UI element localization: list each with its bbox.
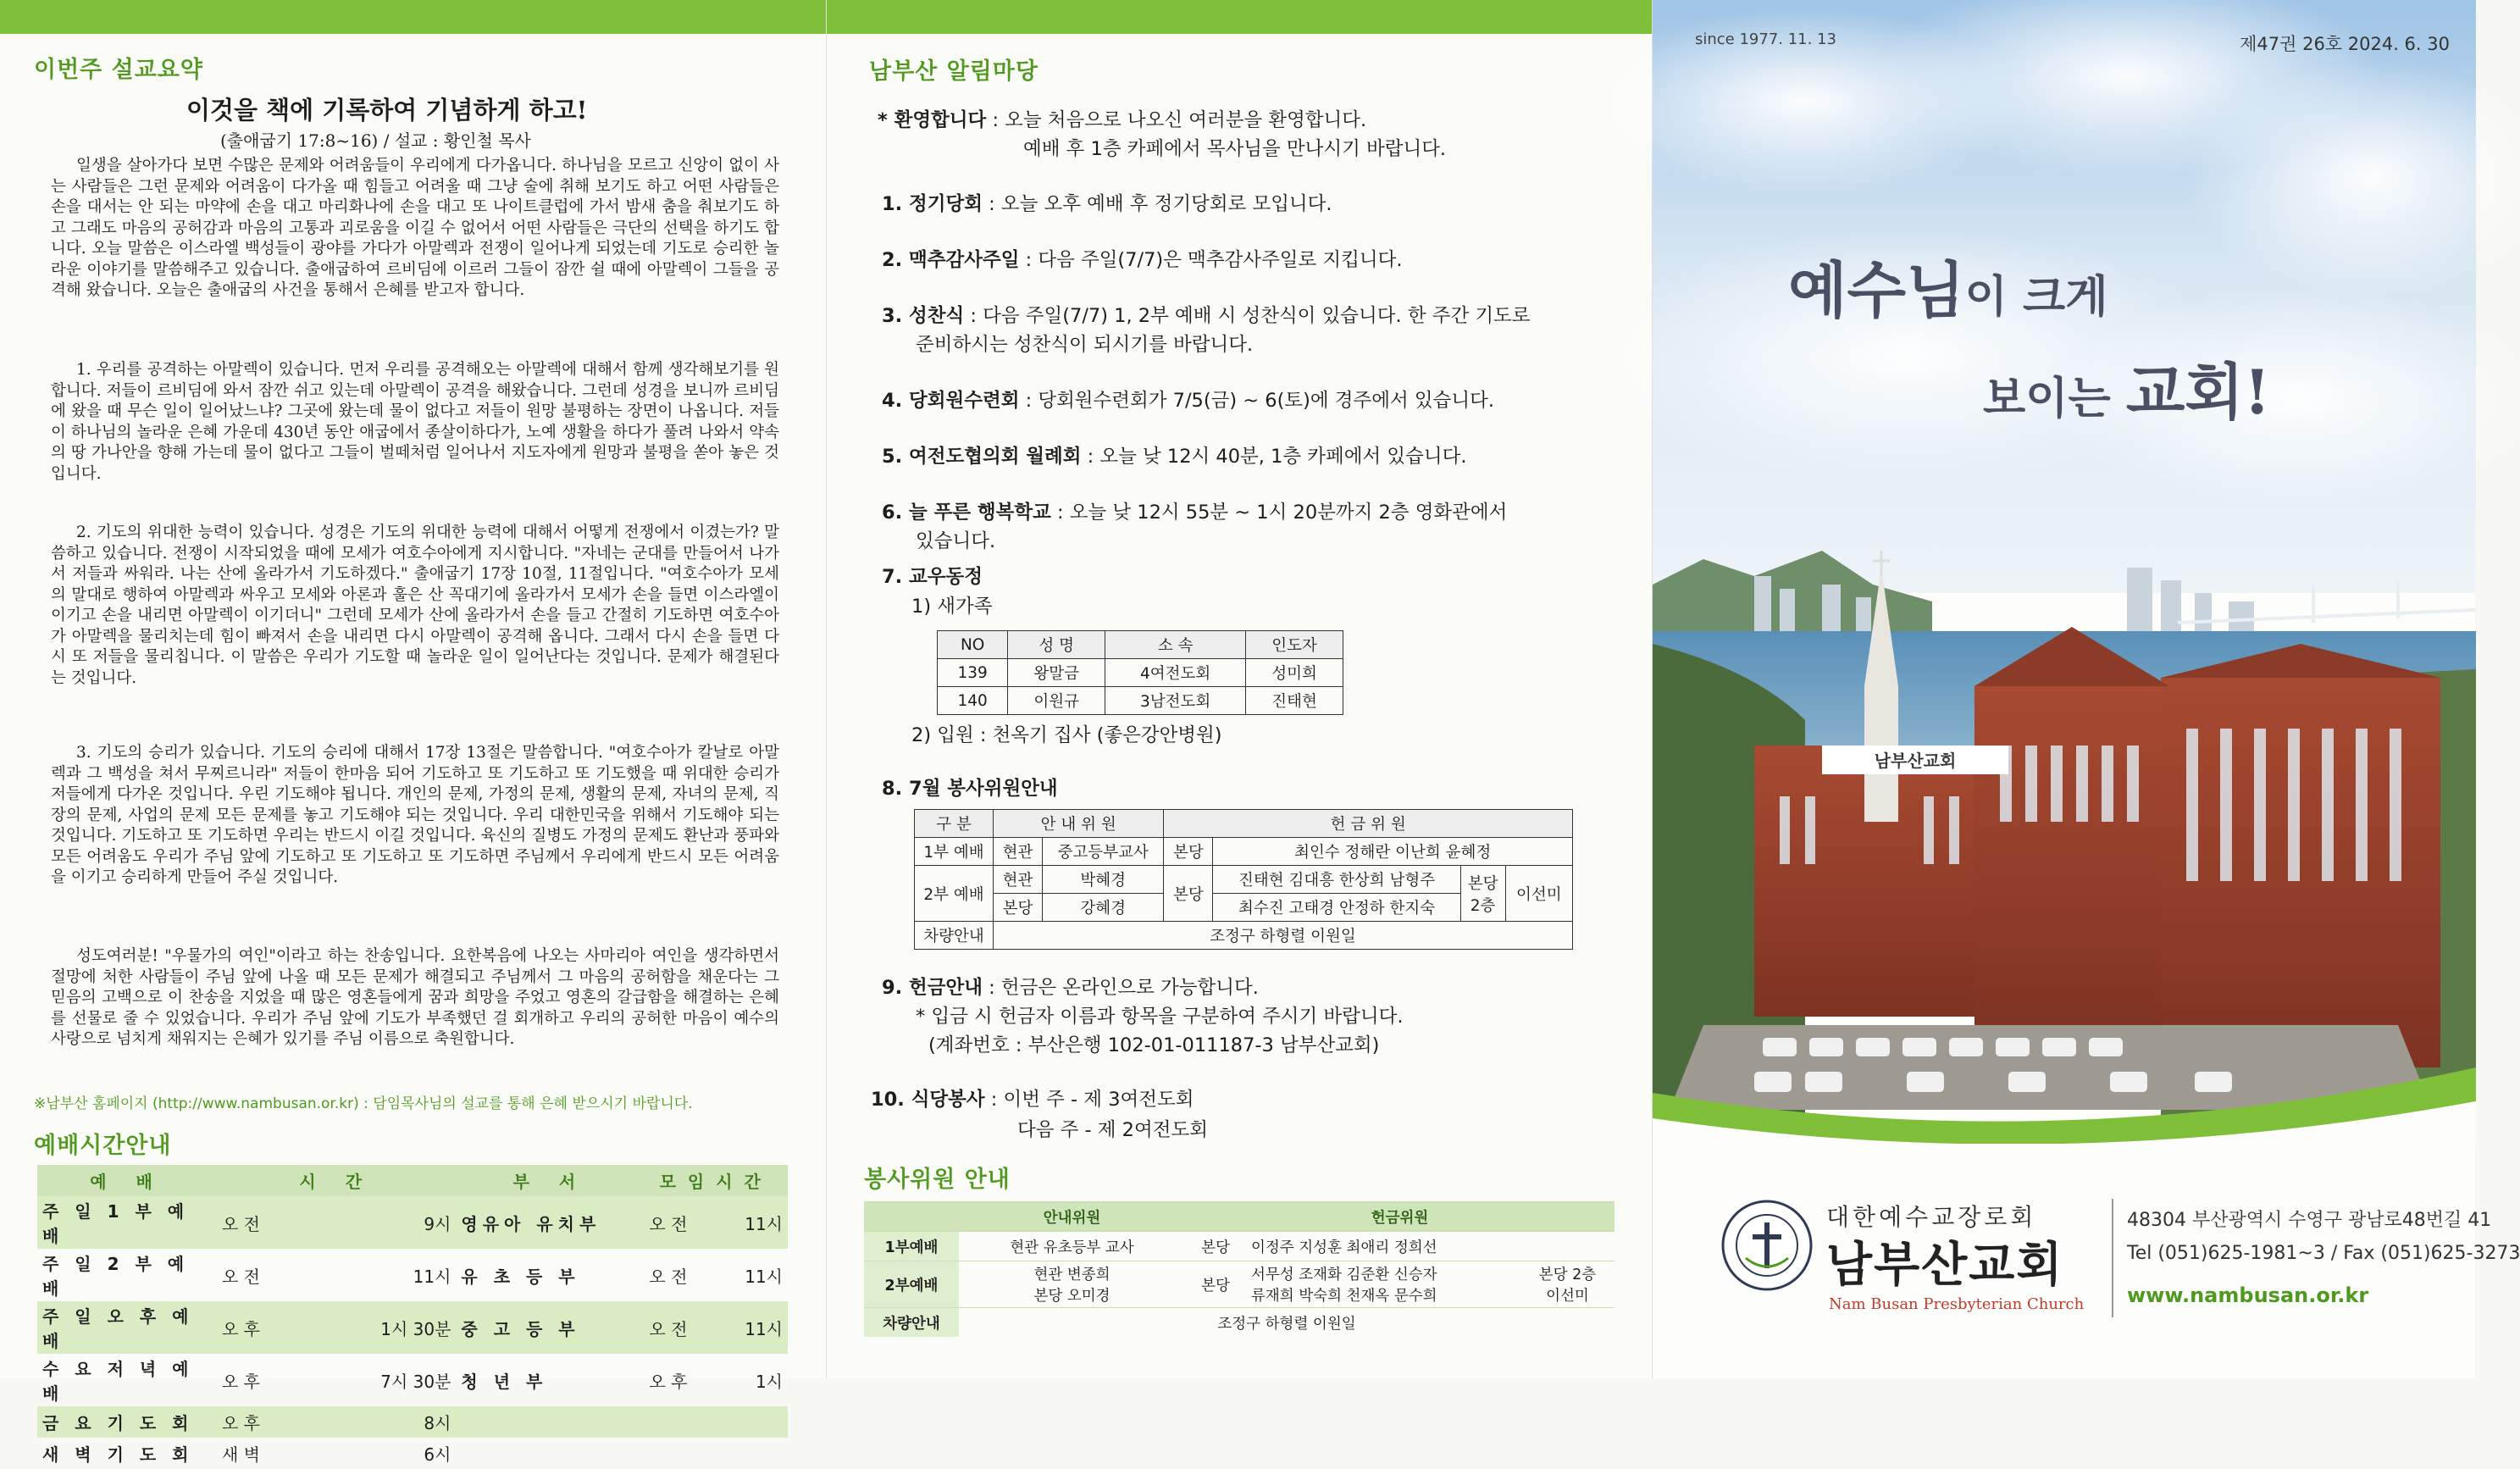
newcomer-cell: 4여전도회 bbox=[1105, 659, 1246, 687]
worship-cell-5 bbox=[716, 1438, 788, 1469]
worship-header-service: 예 배 bbox=[37, 1165, 217, 1196]
worship-cell-5: 11시 bbox=[716, 1196, 788, 1249]
welcome-text: : 오늘 처음으로 나오신 여러분을 환영합니다. bbox=[992, 109, 1367, 131]
footer-divider bbox=[2112, 1199, 2113, 1317]
july-r1-d: 최인수 정해란 이난희 윤혜정 bbox=[1213, 838, 1573, 866]
meal-label: 10. 식당봉사 bbox=[871, 1089, 985, 1111]
offering-text: : 헌금은 온라인으로 가능합니다. bbox=[989, 977, 1259, 999]
worship-cell-2: 7시 30분 bbox=[380, 1371, 451, 1392]
worship-cell-3: 영유아 유치부 bbox=[456, 1196, 644, 1249]
july-r1-a: 현관 bbox=[994, 838, 1043, 866]
july-r2-b1: 박혜경 bbox=[1043, 866, 1164, 894]
sermon-paragraph-1: 1. 우리를 공격하는 아말렉이 있습니다. 먼저 우리를 공격해오는 아말렉에 대해서 함께 생각해보기를 원합니다. 저들이 르비딤에 와서 잠깐 쉬고 있는데 아말렉이 공격을 해왔습니다. 그런데 성경을 보니까 르비딤에 왔을 때 무슨 일이 일어났느냐? 그곳에 왔는데 물이 없다고 저들이 원망 불평하는 장면이 나옵니다. 저들이 하나님의 놀라운 은혜 가운데 430년 동안 애굽에서 종살이하다가, 노예 생활을 하다가 풀려 나와서 약속의 땅 가나안을 향해 가는데 물이 없다고 그들이 벌떼처럼 일어나서 지도자에게 원망과 불평을 쏟아 놓은 것입니다. bbox=[51, 361, 779, 483]
worship-cell-0: 주 일 2 부 예 배 bbox=[42, 1254, 190, 1299]
newcomer-cell: 139 bbox=[938, 659, 1008, 687]
july-r2-a1: 현관 bbox=[994, 866, 1043, 894]
worship-cell-5: 11시 bbox=[716, 1301, 788, 1354]
church-seal-icon bbox=[1720, 1199, 1814, 1292]
july-r1-b: 중고등부교사 bbox=[1043, 838, 1164, 866]
worship-header-time: 시 간 bbox=[217, 1165, 456, 1196]
sermon-paragraph-2: 2. 기도의 위대한 능력이 있습니다. 성경은 기도의 위대한 능력에 대해서 어떻게 전쟁에서 이겼는가? 말씀하고 있습니다. 전쟁이 시작되었을 때에 모세가 여호수아에게 지시합니다. "자네는 군대를 만들어서 나가서 저들과 싸워라. 나는 산에 올라가서 기도하겠다." 출애굽기 17장 10절, 11절입니다. "여호수아가 모세의 말대로 행하여 아말렉과 싸우고 모세와 아론과 훌은 산 꼭대기에 올라가서 모세가 손을 들면 이스라엘이 이기고 손을 내리면 아말렉이 이기더니" 그런데 모세가 산에 올라가서 손을 들고 간절히 기도하면 여호수아가 아말렉을 물리치는데 힘이 빠져서 손을 내리면 다시 아말렉이 공격해 옵니다. 그래서 다시 손을 들면 다시 또 저들을 물리칩니다. 이 말씀은 우리가 기도할 때 놀라운 일이 일어난다는 것입니다. 문제가 해결된다는 것입니다. bbox=[51, 524, 779, 687]
announcement-panel bbox=[826, 0, 1652, 1378]
svc-r2-guide-2: 본당 오미경 bbox=[1033, 1288, 1110, 1305]
svc-r3-label: 차량안내 bbox=[864, 1308, 959, 1338]
svc-r3-val: 조정구 하형렬 이원일 bbox=[959, 1308, 1614, 1338]
worship-cell-4: 오 전 bbox=[649, 1266, 688, 1287]
worship-cell-0: 주 일 1 부 예 배 bbox=[37, 1196, 217, 1249]
homepage-note: ※남부산 홈페이지 (http://www.nambusan.or.kr) : 담임목사님의 설교를 통해 은혜 받으시기 바랍니다. bbox=[34, 1095, 693, 1112]
july-volunteers-table bbox=[914, 809, 1573, 950]
notice-text: : 오늘 낮 12시 40분, 1층 카페에서 있습니다. bbox=[1087, 446, 1467, 468]
slogan-jesus: 예수님 bbox=[1788, 254, 1965, 326]
svc-r2-guide-1: 현관 변종희 bbox=[1033, 1267, 1110, 1283]
svc-r1-guide: 현관 유초등부 교사 bbox=[959, 1232, 1185, 1261]
welcome-text-2: 예배 후 1층 카페에서 목사님을 만나시기 바랍니다. bbox=[1023, 138, 1447, 160]
sermon-paragraph-intro: 일생을 살아가다 보면 수많은 문제와 어려움들이 우리에게 다가옵니다. 하나님을 모르고 신앙이 없이 사는 사람들은 그런 문제와 어려움이 다가올 때 힘들고 어려울 때 그냥 술에 취해 보기도 하고 어떤 사람들은 손을 대서는 안 되는 마약에 손을 대고 마리화나에 손을 대고 또 나이트클럽에 가서 밤새 춤을 춰보기도 하고 그래도 마음의 공허감과 마음의 고통과 괴로움을 이길 수 없어서 어떤 사람들은 극단의 선택을 하기도 합니다. 오늘 말씀은 이스라엘 백성들이 광야를 가다가 아말렉과 전쟁이 일어나게 되었는데 기도로 승리한 놀라운 이야기를 말씀해주고 있습니다. 출애굽하여 르비딤에 이르러 그들이 잠깐 쉴 때에 아말렉이 그들을 공격해 왔습니다. 오늘은 출애굽의 사건을 통해서 은혜를 받고자 합니다. bbox=[51, 157, 779, 299]
notice-text: : 다음 주일(7/7) 1, 2부 예배 시 성찬식이 있습니다. 한 주간 기도로 bbox=[970, 305, 1531, 327]
worship-cell-2: 1시 30분 bbox=[307, 1301, 457, 1354]
worship-schedule-table bbox=[37, 1165, 788, 1469]
notice-item bbox=[882, 247, 1402, 274]
notice-text: 있습니다. bbox=[916, 530, 996, 552]
slogan-church: 교회! bbox=[2125, 356, 2271, 428]
notice-label: 5. 여전도협의회 월례회 bbox=[882, 446, 1082, 468]
worship-cell-4: 오 전 bbox=[644, 1196, 716, 1249]
worship-cell-3: 중 고 등 부 bbox=[456, 1301, 644, 1354]
issue-number: 제47권 26호 2024. 6. 30 bbox=[2240, 34, 2450, 54]
newcomer-row bbox=[938, 659, 1343, 687]
july-r3-val: 조정구 하형렬 이원일 bbox=[994, 922, 1573, 950]
worship-row bbox=[37, 1438, 788, 1469]
church-photo bbox=[1653, 551, 2476, 1144]
newcomer-cell: 이원규 bbox=[1008, 687, 1105, 715]
church-phone: Tel (051)625-1981~3 / Fax (051)625-3273 bbox=[2127, 1243, 2520, 1264]
newcomer-header: 성 명 bbox=[1008, 631, 1105, 659]
worship-header-meeting: 모임시간 bbox=[644, 1165, 788, 1196]
july-r2-f: 이선미 bbox=[1505, 866, 1572, 922]
svc-r2-extra-1: 본당 2층 bbox=[1538, 1267, 1597, 1283]
welcome-label: * 환영합니다 bbox=[878, 109, 987, 131]
notice-text: : 오늘 낮 12시 55분 ~ 1시 20분까지 2층 영화관에서 bbox=[1057, 502, 1508, 524]
staff-news-title: 7. 교우동정 bbox=[882, 566, 983, 588]
worship-cell-3 bbox=[456, 1438, 644, 1469]
july-h-offer: 헌 금 위 원 bbox=[1164, 810, 1573, 838]
service-section-title: 봉사위원 안내 bbox=[864, 1167, 1011, 1193]
notice-item bbox=[882, 302, 1531, 330]
worship-cell-1: 새 벽 bbox=[222, 1444, 260, 1465]
top-green-bar bbox=[0, 0, 826, 34]
notice-item bbox=[882, 443, 1466, 471]
cover-panel bbox=[1652, 0, 2520, 1378]
worship-cell-4: 오 후 bbox=[649, 1371, 688, 1392]
july-r2-c: 본당 bbox=[1164, 866, 1213, 922]
notice-item bbox=[916, 331, 1253, 359]
july-r2-e: 본당 2층 bbox=[1460, 866, 1505, 922]
notice-label: 1. 정기당회 bbox=[882, 193, 983, 215]
newcomer-label: 1) 새가족 bbox=[911, 596, 993, 618]
newcomer-cell: 성미희 bbox=[1246, 659, 1343, 687]
svc-r2-offer-1: 서무성 조재화 김준환 신승자 bbox=[1251, 1267, 1437, 1283]
svc-r2-guide bbox=[959, 1261, 1185, 1308]
sermon-paragraph-closing: 성도여러분! "우물가의 여인"이라고 하는 찬송입니다. 요한복음에 나오는 사마리아 여인을 생각하면서 절망에 처한 사람들이 주님 앞에 나올 때 모든 문제가 해결되고 주님께서 그 마음의 공허함을 채운다는 그 믿음의 고백으로 이 찬송을 지었을 때 많은 영혼들에게 꿈과 희망을 주었고 영혼의 갈급함을 해결하는 은혜를 선물로 줄 수 있었습니다. 우리가 주님 앞에 기도가 부족했던 걸 회개하고 우리의 공허한 마음이 예수의 사랑으로 넘치게 채워지는 은혜가 있기를 주님 이름으로 축원합니다. bbox=[51, 947, 779, 1048]
newcomer-row bbox=[938, 687, 1343, 715]
worship-row bbox=[37, 1249, 788, 1301]
worship-row bbox=[37, 1301, 788, 1354]
july-r2-b2: 강혜경 bbox=[1043, 894, 1164, 922]
sermon-paragraph-3: 3. 기도의 승리가 있습니다. 기도의 승리에 대해서 17장 13절은 말씀합니다. "여호수아가 칼날로 아말렉과 그 백성을 쳐서 무찌르니라" 저들이 한마음 되어 기도하고 또 기도하고 또 기도했을 때 위대한 승리가 저들에게 다가온 것입니다. 우린 기도해야 됩니다. 개인의 문제, 가정의 문제, 생활의 문제, 자녀의 문제, 직장의 문제, 사업의 문제 모든 문제를 놓고 기도해야 되는 것입니다. 우리 대한민국을 위해서 기도해야 되는 것입니다. 기도하고 또 기도하면 우리는 반드시 이길 것입니다. 육신의 질병도 가정의 문제도 환난과 풍파와 모든 어려움도 우리가 주님 앞에 기도하고 또 기도하고 또 기도하면 주님께서 우리에게 반드시 모든 어려움을 이기고 승리하게 만들어 주실 것입니다. bbox=[51, 744, 779, 886]
worship-cell-2: 9시 bbox=[307, 1196, 457, 1249]
sermon-subtitle: (출애굽기 17:8~16) / 설교 : 황인철 목사 bbox=[220, 130, 531, 151]
svc-r1-offer: 이정주 지성훈 최애리 정희선 bbox=[1246, 1232, 1614, 1261]
top-green-bar bbox=[827, 0, 1652, 34]
church-english-name: Nam Busan Presbyterian Church bbox=[1829, 1295, 2085, 1313]
july-r1-c: 본당 bbox=[1164, 838, 1213, 866]
worship-cell-1: 오 전 bbox=[222, 1266, 260, 1287]
service-volunteers-table bbox=[864, 1201, 1614, 1337]
notice-label: 3. 성찬식 bbox=[882, 305, 965, 327]
newcomer-header: 소 속 bbox=[1105, 631, 1246, 659]
july-r2-d1: 진태현 김대흥 한상희 남형주 bbox=[1213, 866, 1460, 894]
svc-r2-offer-2: 류재희 박숙희 천재옥 문수희 bbox=[1251, 1288, 1437, 1305]
worship-cell-4 bbox=[644, 1406, 716, 1438]
july-r2-a2: 본당 bbox=[994, 894, 1043, 922]
july-r3-label: 차량안내 bbox=[915, 922, 994, 950]
sermon-panel bbox=[0, 0, 826, 1465]
july-r1-label: 1부 예배 bbox=[915, 838, 994, 866]
notice-item bbox=[916, 528, 995, 556]
worship-cell-1: 오 후 bbox=[217, 1301, 307, 1354]
welcome-line bbox=[878, 107, 1366, 135]
july-volunteers-title: 8. 7월 봉사위원안내 bbox=[882, 778, 1058, 800]
newcomer-header: NO bbox=[938, 631, 1008, 659]
svc-r2-offer bbox=[1246, 1261, 1520, 1308]
worship-cell-5 bbox=[716, 1406, 788, 1438]
newcomer-table bbox=[937, 630, 1343, 715]
svc-r2-extra bbox=[1520, 1261, 1614, 1308]
svc-r2-extra-2: 이선미 bbox=[1546, 1288, 1589, 1305]
worship-cell-3: 청 년 부 bbox=[461, 1371, 548, 1392]
july-r2-d2: 최수진 고태경 안정하 한지숙 bbox=[1213, 894, 1460, 922]
notice-text: 준비하시는 성찬식이 되시기를 바랍니다. bbox=[916, 334, 1254, 356]
notice-item bbox=[882, 499, 1507, 527]
offering-sub-2: (계좌번호 : 부산은행 102-01-011187-3 남부산교회) bbox=[928, 1034, 1380, 1056]
slogan-line-2 bbox=[1983, 343, 2271, 431]
worship-cell-5: 11시 bbox=[745, 1266, 783, 1287]
worship-cell-0: 금 요 기 도 회 bbox=[37, 1406, 217, 1438]
church-name: 남부산교회 bbox=[1826, 1238, 2064, 1293]
worship-cell-2: 8시 bbox=[307, 1406, 457, 1438]
notice-item bbox=[882, 191, 1332, 219]
worship-cell-5: 1시 bbox=[755, 1371, 783, 1392]
building-sign: 남부산교회 bbox=[1874, 751, 1957, 771]
worship-cell-2: 6시 bbox=[424, 1444, 451, 1465]
worship-cell-4 bbox=[644, 1438, 716, 1469]
church-website-link[interactable]: www.nambusan.or.kr bbox=[2127, 1283, 2369, 1307]
worship-cell-1: 오 후 bbox=[222, 1371, 260, 1392]
newcomer-header: 인도자 bbox=[1246, 631, 1343, 659]
sermon-section-title: 이번주 설교요약 bbox=[34, 57, 203, 83]
worship-section-title: 예배시간안내 bbox=[34, 1133, 172, 1159]
notice-text: : 다음 주일(7/7)은 맥추감사주일로 지킵니다. bbox=[1025, 249, 1403, 271]
offering-label: 9. 헌금안내 bbox=[882, 977, 983, 999]
slogan-visible: 보이는 bbox=[1983, 373, 2126, 424]
since-date: since 1977. 11. 13 bbox=[1695, 30, 1836, 48]
meal-line bbox=[871, 1086, 1194, 1114]
sermon-title: 이것을 책에 기록하여 기념하게 하고! bbox=[186, 96, 588, 125]
worship-cell-4: 오 전 bbox=[644, 1301, 716, 1354]
worship-cell-1: 오 전 bbox=[217, 1196, 307, 1249]
meal-text-2: 다음 주 - 제 2여전도회 bbox=[1017, 1119, 1208, 1141]
newcomer-cell: 3남전도회 bbox=[1105, 687, 1246, 715]
hospital-notice: 2) 입원 : 천옥기 집사 (좋은강안병원) bbox=[911, 724, 1222, 746]
svc-r2-label: 2부예배 bbox=[864, 1261, 959, 1308]
slogan-line-1 bbox=[1788, 241, 2107, 330]
notice-text: : 오늘 오후 예배 후 정기당회로 모입니다. bbox=[989, 193, 1332, 215]
worship-cell-2: 11시 bbox=[413, 1266, 451, 1287]
worship-cell-3 bbox=[456, 1406, 644, 1438]
church-address: 48304 부산광역시 수영구 광남로48번길 41 bbox=[2127, 1210, 2492, 1231]
svc-r2-place: 본당 bbox=[1185, 1261, 1246, 1308]
svc-h-guide: 안내위원 bbox=[959, 1202, 1185, 1232]
svc-r1-label: 1부예배 bbox=[864, 1232, 959, 1261]
slogan-big: 이 크게 bbox=[1964, 271, 2108, 323]
svc-h-offer: 헌금위원 bbox=[1185, 1202, 1614, 1232]
july-h-guide: 안 내 위 원 bbox=[994, 810, 1164, 838]
notice-label: 4. 당회원수련회 bbox=[882, 390, 1020, 412]
offering-line bbox=[882, 974, 1259, 1002]
newcomer-cell: 140 bbox=[938, 687, 1008, 715]
announcement-section-title: 남부산 알림마당 bbox=[869, 58, 1038, 85]
worship-row bbox=[37, 1354, 788, 1406]
newcomer-cell: 왕말금 bbox=[1008, 659, 1105, 687]
notice-label: 2. 맥추감사주일 bbox=[882, 249, 1020, 271]
worship-cell-3: 유 초 등 부 bbox=[461, 1266, 580, 1287]
svc-r1-place: 본당 bbox=[1185, 1232, 1246, 1261]
denomination-name: 대한예수교장로회 bbox=[1826, 1203, 2037, 1231]
worship-cell-0: 수 요 저 녁 예 배 bbox=[42, 1359, 194, 1404]
worship-cell-0: 새 벽 기 도 회 bbox=[42, 1444, 194, 1465]
worship-cell-1: 오 후 bbox=[217, 1406, 307, 1438]
worship-cell-0: 주 일 오 후 예 배 bbox=[37, 1301, 217, 1354]
notice-label: 6. 늘 푸른 행복학교 bbox=[882, 502, 1051, 524]
offering-sub-1: * 입금 시 헌금자 이름과 항목을 구분하여 주시기 바랍니다. bbox=[916, 1006, 1404, 1028]
worship-row bbox=[37, 1406, 788, 1438]
notice-item bbox=[882, 387, 1494, 415]
worship-header-dept: 부 서 bbox=[456, 1165, 644, 1196]
july-h-gubun: 구 분 bbox=[915, 810, 994, 838]
meal-text-1: : 이번 주 - 제 3여전도회 bbox=[990, 1089, 1194, 1111]
notice-text: : 당회원수련회가 7/5(금) ~ 6(토)에 경주에서 있습니다. bbox=[1025, 390, 1494, 412]
july-r2-label: 2부 예배 bbox=[915, 866, 994, 922]
newcomer-cell: 진태현 bbox=[1246, 687, 1343, 715]
worship-row bbox=[37, 1196, 788, 1249]
